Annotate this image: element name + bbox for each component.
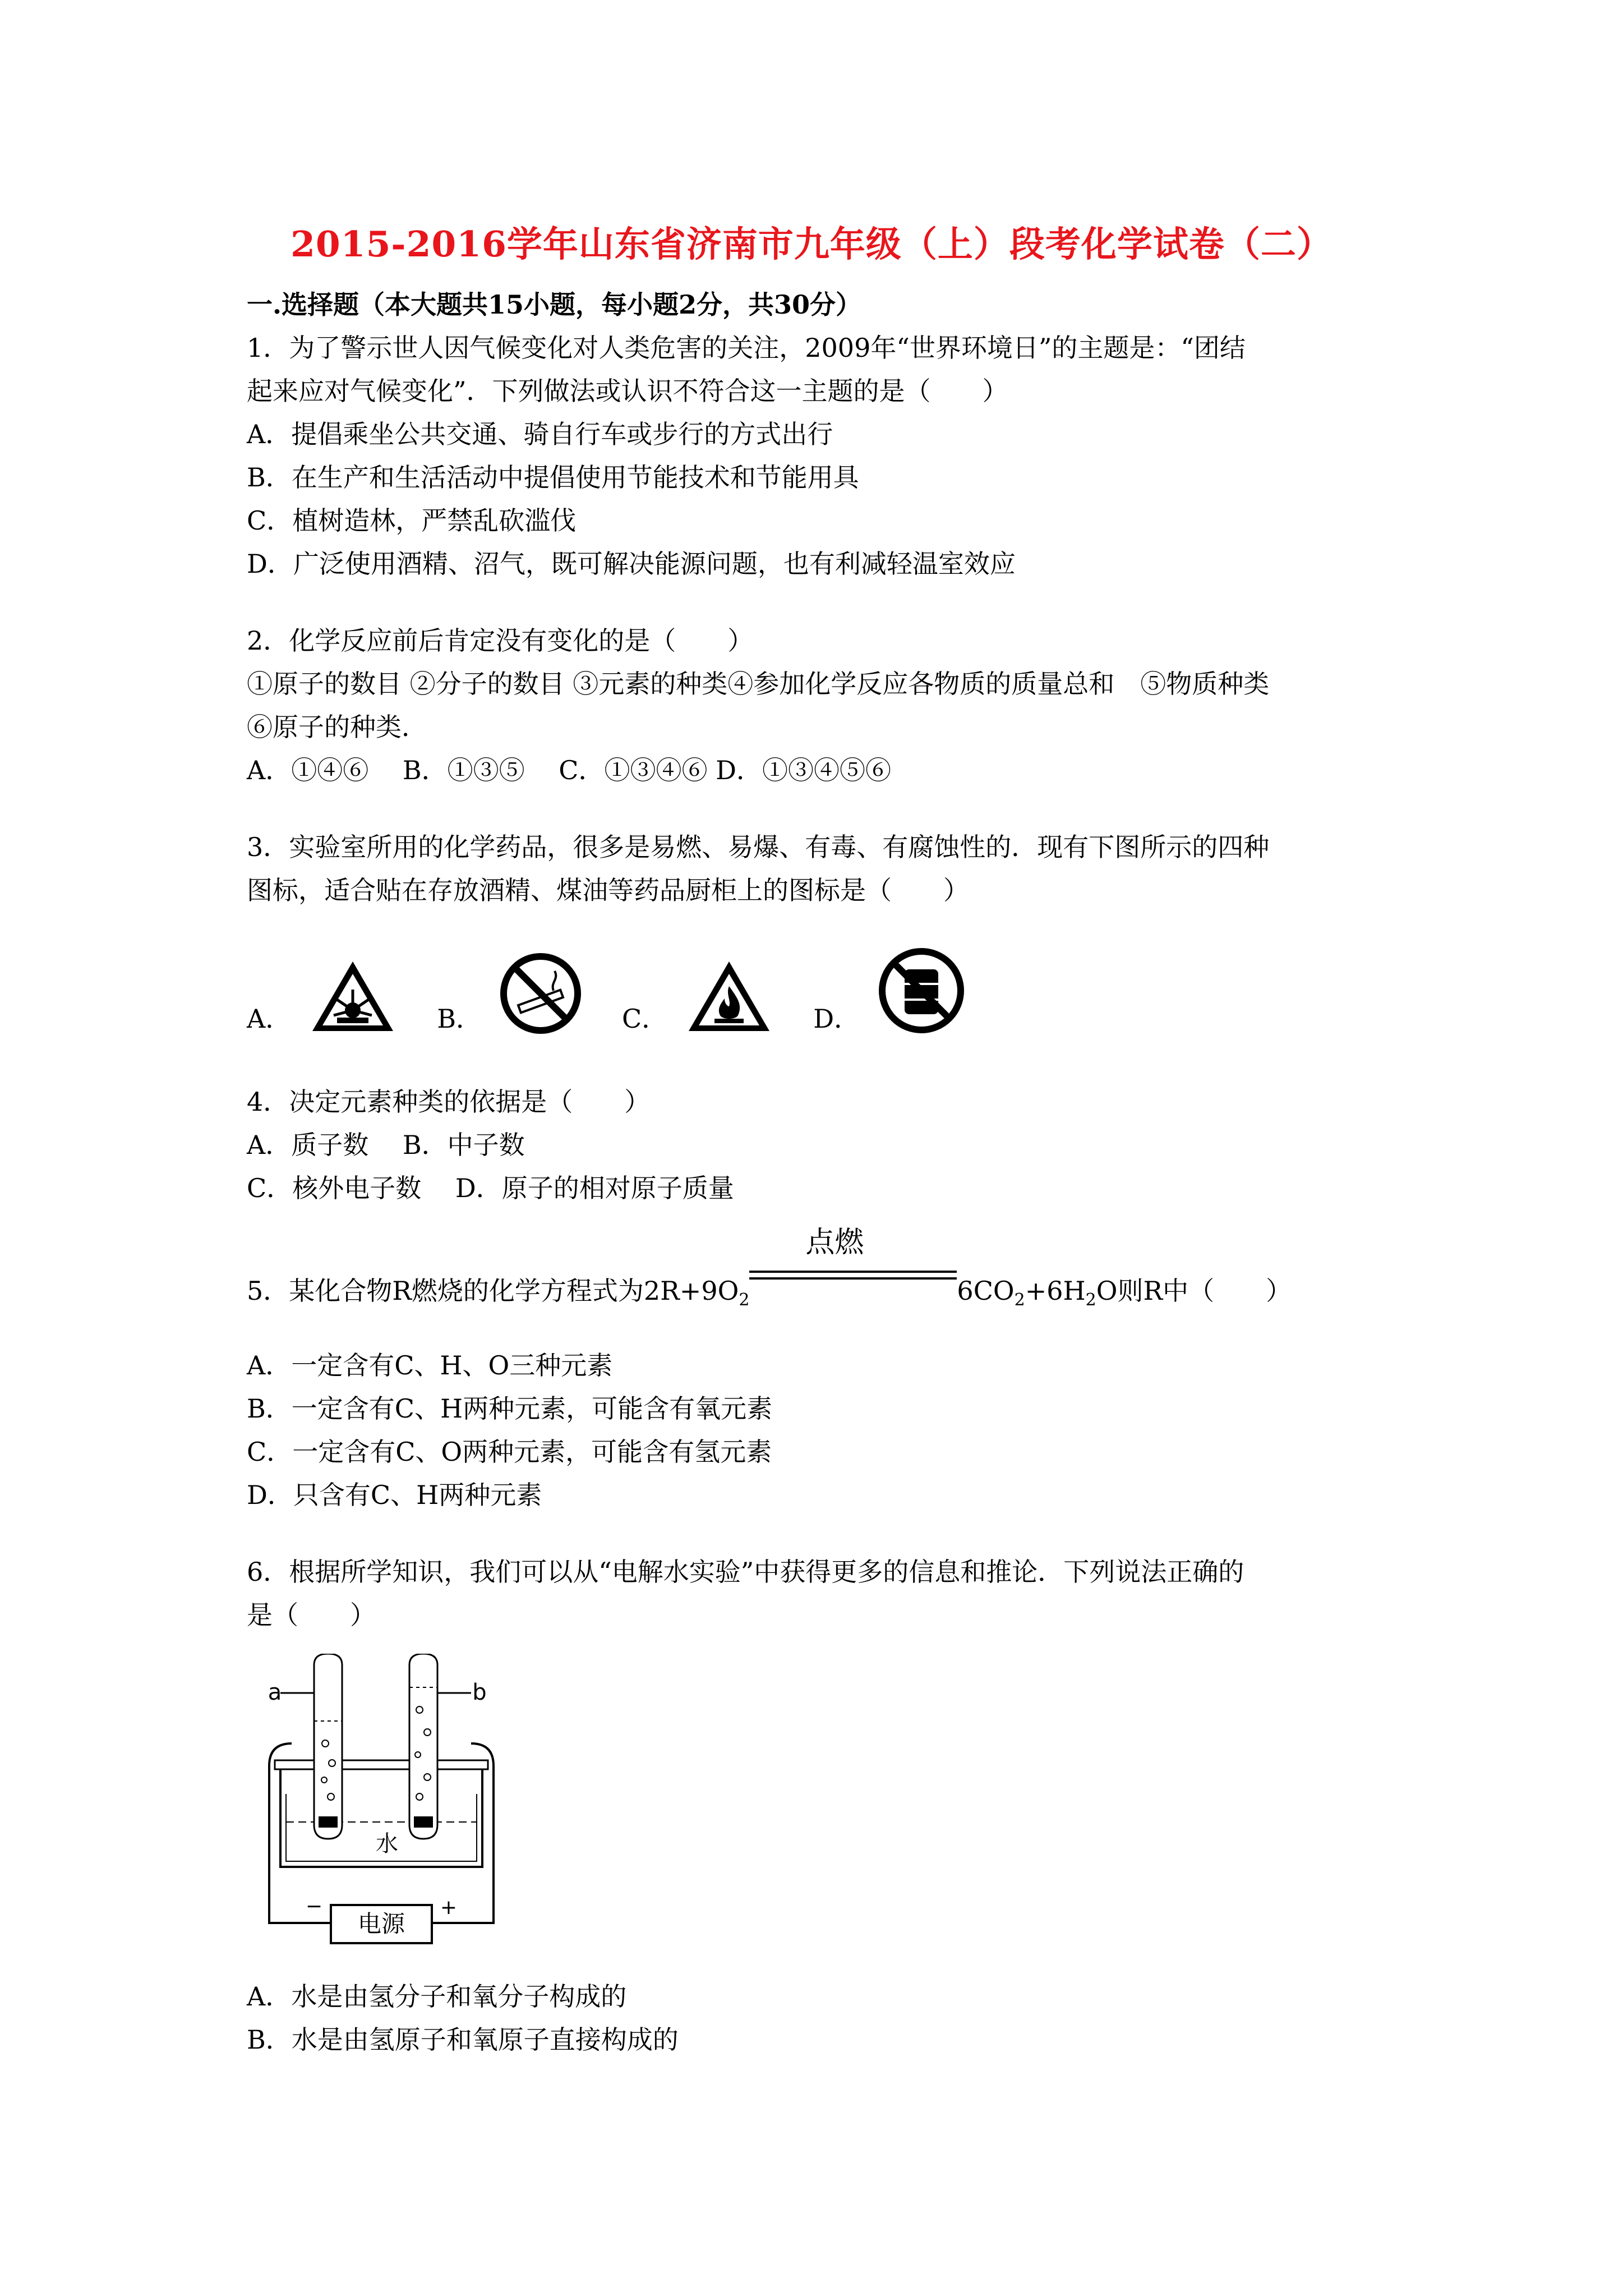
question-3-option-c — [622, 957, 774, 1036]
question-4 — [247, 1080, 1396, 1210]
question-2-options: A．①④⑥ B．①③⑤ C．①③④⑥ D．①③④⑤⑥ — [247, 755, 891, 785]
question-6-text-line-2: 是（ ） — [247, 1600, 376, 1631]
subscript: 2 — [1085, 1290, 1096, 1310]
equation-h2o: +6H — [1025, 1276, 1086, 1306]
tube-label-b: b — [472, 1680, 487, 1706]
water-label: 水 — [376, 1831, 398, 1857]
reaction-condition — [749, 1226, 957, 1300]
equation-prefix: 5．某化合物R燃烧的化学方程式为2R+9O — [247, 1276, 739, 1306]
question-5-option-d: D．只含有C、H两种元素 — [247, 1480, 542, 1511]
question-1-text-line-1: 1．为了警示世人因气候变化对人类危害的关注，2009年“世界环境日”的主题是：“团结 — [247, 333, 1246, 363]
question-4-options-line-1: A．质子数 B．中子数 — [247, 1130, 525, 1160]
question-2-text-line-3: ⑥原子的种类． — [247, 712, 427, 742]
question-2-text-line-1: 2．化学反应前后肯定没有变化的是（ ） — [247, 625, 754, 656]
question-6 — [247, 1550, 1396, 2062]
option-letter: B． — [437, 1004, 482, 1034]
subscript: 2 — [739, 1290, 750, 1310]
question-1 — [247, 326, 1396, 586]
question-1-option-a: A．提倡乘坐公共交通、骑自行车或步行的方式出行 — [247, 419, 833, 449]
condition-text: 点燃 — [805, 1226, 864, 1259]
question-6-option-b: B．水是由氢原子和氧原子直接构成的 — [247, 2024, 679, 2055]
exam-content — [247, 283, 1396, 2062]
question-5-option-b: B．一定含有C、H两种元素，可能含有氧元素 — [247, 1393, 773, 1424]
question-3-text-line-2: 图标，适合贴在存放酒精、煤油等药品厨柜上的图标是（ ） — [247, 875, 969, 905]
question-4-text: 4．决定元素种类的依据是（ ） — [247, 1087, 651, 1117]
explosive-warning-icon — [308, 957, 398, 1036]
question-1-option-b: B．在生产和生活活动中提倡使用节能技术和节能用具 — [247, 462, 859, 493]
question-5-equation-line — [247, 1226, 1396, 1322]
power-supply-label: 电源 — [357, 1910, 405, 1938]
question-3-option-d — [813, 946, 966, 1036]
question-1-text-line-2: 起来应对气候变化”．下列做法或认识不符合这一主题的是（ ） — [247, 376, 1008, 406]
equation-co2: 6CO — [957, 1276, 1015, 1306]
question-1-option-d: D．广泛使用酒精、沼气，既可解决能源问题，也有利减轻温室效应 — [247, 549, 1016, 579]
option-letter: A． — [247, 1004, 292, 1034]
equation-suffix: O则R中（ ） — [1096, 1276, 1292, 1306]
positive-terminal-label: + — [440, 1896, 458, 1920]
question-2 — [247, 619, 1396, 792]
section-heading: 一.选择题（本大题共15小题，每小题2分，共30分） — [247, 289, 862, 320]
question-6-option-a: A．水是由氢分子和氧分子构成的 — [247, 1981, 627, 2012]
no-fire-barrel-icon — [877, 946, 966, 1036]
question-6-text-line-1: 6．根据所学知识，我们可以从“电解水实验”中获得更多的信息和推论．下列说法正确的 — [247, 1557, 1244, 1588]
electrolysis-diagram — [247, 1654, 1396, 1964]
page-title: 2015-2016学年山东省济南市九年级（上）段考化学试卷（二） — [291, 223, 1332, 265]
no-smoking-icon — [499, 951, 583, 1036]
question-3-option-a — [247, 957, 398, 1036]
question-3 — [247, 826, 1396, 1036]
question-3-option-b — [437, 951, 583, 1036]
tube-label-a: a — [268, 1680, 282, 1706]
question-3-icon-options — [247, 923, 1396, 1036]
question-1-option-c: C．植树造林，严禁乱砍滥伐 — [247, 505, 577, 536]
question-5-option-c: C．一定含有C、O两种元素，可能含有氢元素 — [247, 1437, 772, 1467]
negative-terminal-label: − — [305, 1895, 323, 1918]
flammable-warning-icon — [684, 957, 774, 1036]
question-4-options-line-2: C．核外电子数 D．原子的相对原子质量 — [247, 1173, 734, 1203]
question-2-text-line-2: ①原子的数目 ②分子的数目 ③元素的种类④参加化学反应各物质的质量总和 ⑤物质种类 — [247, 669, 1270, 699]
option-letter: D． — [813, 1004, 860, 1034]
question-5 — [247, 1226, 1396, 1517]
question-5-option-a: A．一定含有C、H、O三种元素 — [247, 1350, 613, 1381]
question-3-text-line-1: 3．实验室所用的化学药品，很多是易燃、易爆、有毒、有腐蚀性的．现有下图所示的四种 — [247, 832, 1270, 862]
option-letter: C． — [622, 1004, 668, 1034]
subscript: 2 — [1014, 1290, 1025, 1310]
